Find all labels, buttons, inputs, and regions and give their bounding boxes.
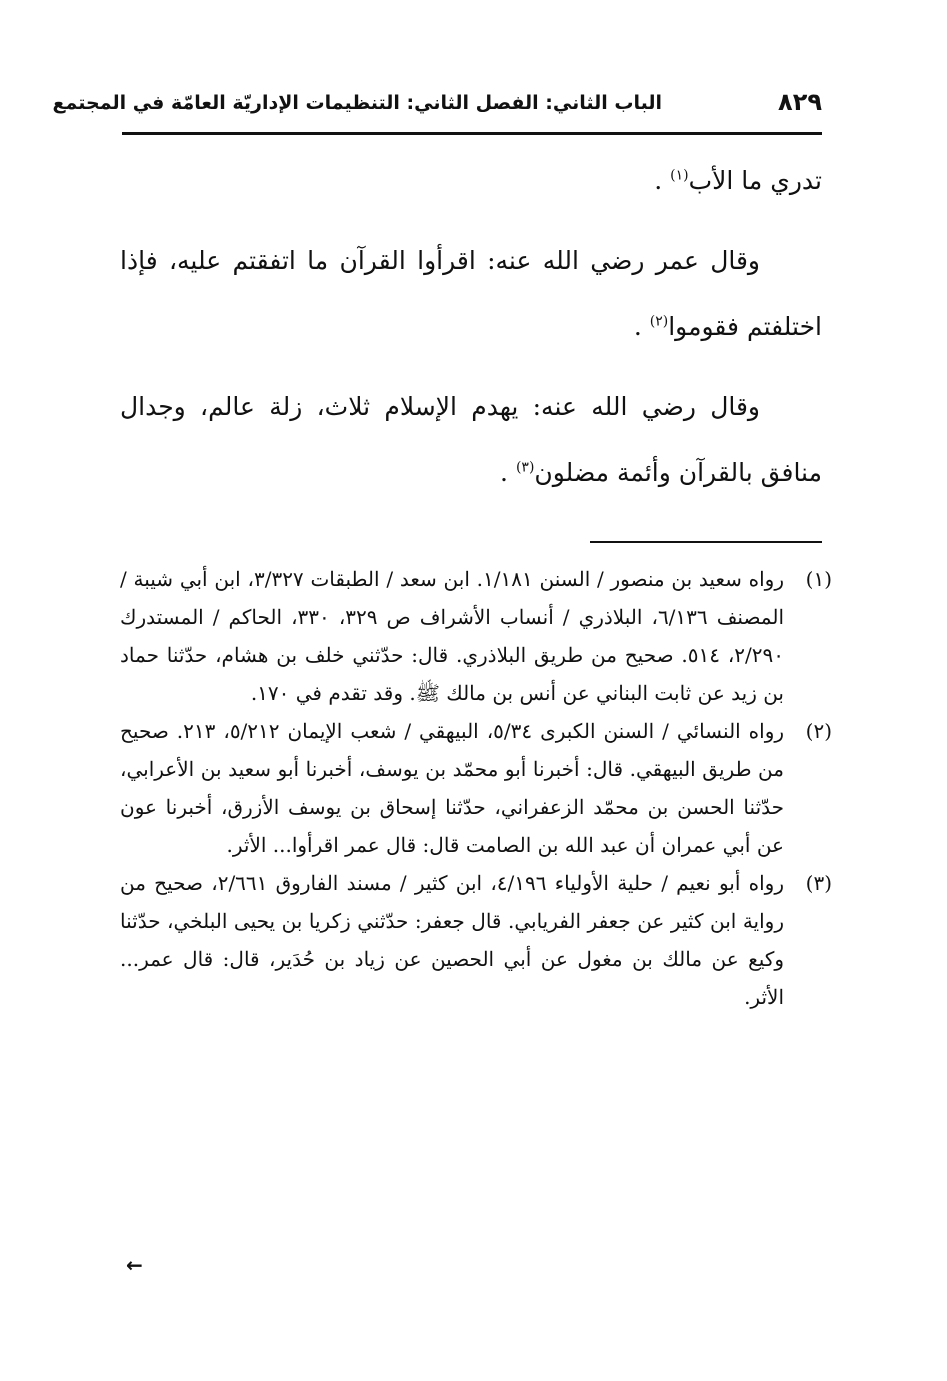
paragraph-text: تدري ما الأب — [688, 166, 822, 195]
main-text — [120, 148, 822, 520]
paragraph: وقال رضي الله عنه: يهدم الإسلام ثلاث، زلة عالم، وجدال منافق بالقرآن وأئمة مضلون$^{(٣)}$ . — [120, 392, 822, 487]
paragraph: وقال عمر رضي الله عنه: اقرأوا القرآن ما اتفقتم عليه، فإذا اختلفتم فقوموا$^{(٢)}$ . — [120, 246, 822, 341]
footnote-text: رواه أبو نعيم / حلية الأولياء ٤/١٩٦، ابن كثير / مسند الفاروق ٢/٦٦١، صحيح من رواية ابن كثير عن جعفر الفريابي. قال جعفر: حدّثني زكريا بن يحيى البلخي، حدّثنا وكيع عن مالك بن مغول عن أبي الحصين عن زياد بن حُدَير، قال: قال عمر... الأثر. — [120, 871, 784, 1009]
footnote-text: رواه النسائي / السنن الكبرى ٥/٣٤، البيهقي / شعب الإيمان ٥/٢١٢، ٢١٣. صحيح من طريق البيهقي. قال: أخبرنا أبو محمّد بن يوسف، أخبرنا أبو سعيد بن الأعرابي، حدّثنا الحسن بن محمّد الزعفراني، حدّثنا إسحاق بن يوسف الأزرق، أخبرنا عون عن أبي عمران أن عبد الله بن الصامت قال: قال عمر اقرأوا... الأثر. — [120, 719, 785, 857]
paragraph: تدري ما الأب$^{(١)}$ . — [654, 166, 822, 195]
footnote-reference[interactable]: (٣) — [515, 459, 535, 476]
running-header — [52, 88, 822, 128]
footnote-separator — [590, 541, 822, 543]
footnote — [120, 560, 832, 712]
chapter-title: الباب الثاني: الفصل الثاني: التنظيمات الإداريّة العامّة في المجتمع — [52, 92, 662, 114]
paragraph-text: وقال عمر رضي الله عنه: اقرأوا القرآن ما اتفقتم عليه، فإذا اختلفتم فقوموا — [120, 246, 822, 341]
page-number: ٨٢٩ — [778, 88, 822, 116]
footnote-marker: (١) — [805, 567, 832, 591]
footnote-reference[interactable]: (٢) — [649, 313, 669, 330]
header-rule — [122, 132, 822, 135]
continuation-arrow-icon: ← — [126, 1253, 143, 1277]
footnote-text: رواه سعيد بن منصور / السنن ١/١٨١. ابن سعد / الطبقات ٣/٣٢٧، ابن أبي شيبة / المصنف ٦/١٣٦، البلاذري / أنساب الأشراف ص ٣٢٩، ٣٣٠، الحاكم / المستدرك ٢/٢٩٠، ٥١٤. صحيح من طريق البلاذري. قال: حدّثني خلف بن هشام، حدّثنا حماد بن زيد عن ثابت البناني عن أنس بن مالك ﷺ. وقد تقدم في ١٧٠. — [120, 567, 784, 705]
footnote — [120, 864, 832, 1016]
footnote-marker: (٣) — [805, 871, 832, 895]
paragraph-text: وقال رضي الله عنه: يهدم الإسلام ثلاث، زلة عالم، وجدال منافق بالقرآن وأئمة مضلون — [120, 392, 822, 487]
footnote-marker: (٢) — [805, 719, 832, 743]
footnotes — [120, 560, 832, 1016]
footnote — [120, 712, 832, 864]
footnote-reference[interactable]: (١) — [670, 167, 689, 184]
